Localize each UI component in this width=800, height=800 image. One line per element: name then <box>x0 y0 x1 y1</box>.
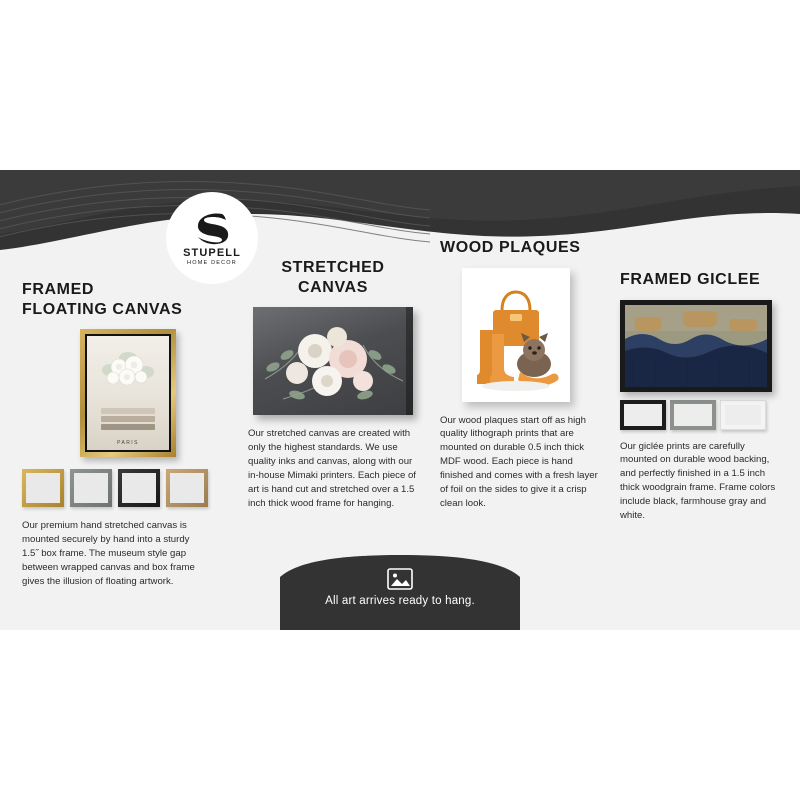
gray-frame-sample <box>670 400 716 430</box>
stretched-canvas-artwork <box>253 307 413 415</box>
section-wood-plaques <box>440 238 600 511</box>
black-frame-sample <box>620 400 666 430</box>
gray-frame-swatch <box>70 469 112 507</box>
section-title <box>620 270 782 290</box>
white-frame-sample <box>720 400 766 430</box>
section-stretched-canvas <box>248 258 418 510</box>
product-info-graphic <box>0 170 800 630</box>
section-description: Our premium hand stretched canvas is mounted securely by hand into a sturdy 1.5˝ box frame. The museum style gap between wrapped canvas and box frame gives the illusion of floating artwork. <box>22 520 195 587</box>
artwork-image <box>87 336 169 450</box>
ready-to-hang-text: All art arrives ready to hang. <box>325 595 475 607</box>
section-title-line1: FRAMED <box>22 281 95 298</box>
brand-subtitle: HOME DECOR <box>187 259 237 266</box>
section-description: Our wood plaques start off as high quality lithograph prints that are mounted on durable 0.5 inch thick MDF wood. Each piece is hand finished and comes with a fresh layer of foil on the sides to give it a crisp clean look. <box>440 414 598 509</box>
framed-floating-canvas-artwork <box>80 329 176 457</box>
abstract-landscape-icon <box>625 305 767 387</box>
section-title-line1: STRETCHED <box>281 259 385 276</box>
framed-giclee-artwork <box>620 300 772 392</box>
floral-artwork-icon <box>253 307 413 415</box>
wood-plaque-artwork <box>462 268 570 402</box>
section-description: Our giclée prints are carefully mounted on durable wood backing, and perfectly finished in a 1.5 inch thick woodgrain frame. Frame colors include black, farmhouse gray and white. <box>620 440 776 522</box>
section-title-line1: WOOD PLAQUES <box>440 239 581 256</box>
swan-logo-icon <box>192 211 232 245</box>
section-title <box>440 238 600 258</box>
black-frame-swatch <box>118 469 160 507</box>
section-title-line1: FRAMED GICLEE <box>620 271 761 288</box>
white-bouquet-icon <box>100 350 156 398</box>
handbag-boots-dog-icon <box>462 268 570 402</box>
giclee-frame-samples <box>620 400 782 430</box>
gold-frame-swatch <box>22 469 64 507</box>
gold-box-frame <box>80 329 176 457</box>
section-title <box>22 280 218 319</box>
frame-gap <box>85 334 171 452</box>
section-framed-floating-canvas <box>22 280 218 589</box>
frame-color-swatches <box>22 469 218 507</box>
section-title <box>248 258 418 297</box>
book-stack <box>101 408 155 434</box>
artwork-caption: PARIS <box>117 440 139 447</box>
section-title-line2: FLOATING CANVAS <box>22 300 183 318</box>
section-title-line2: CANVAS <box>298 278 368 296</box>
brand-name: STUPELL <box>183 246 241 259</box>
section-description: Our stretched canvas are created with only the highest standards. We use quality inks and canvas, along with our in-house Mimaki printers. Each piece of art is hand cut and stretched over a 1.5 inch thick wood frame for hanging. <box>248 428 416 509</box>
top-wave-band <box>0 170 800 260</box>
giclee-print-image <box>625 305 767 387</box>
framed-picture-icon <box>380 566 420 592</box>
brand-logo <box>166 192 258 284</box>
section-framed-giclee <box>620 270 782 523</box>
wood-frame-swatch <box>166 469 208 507</box>
